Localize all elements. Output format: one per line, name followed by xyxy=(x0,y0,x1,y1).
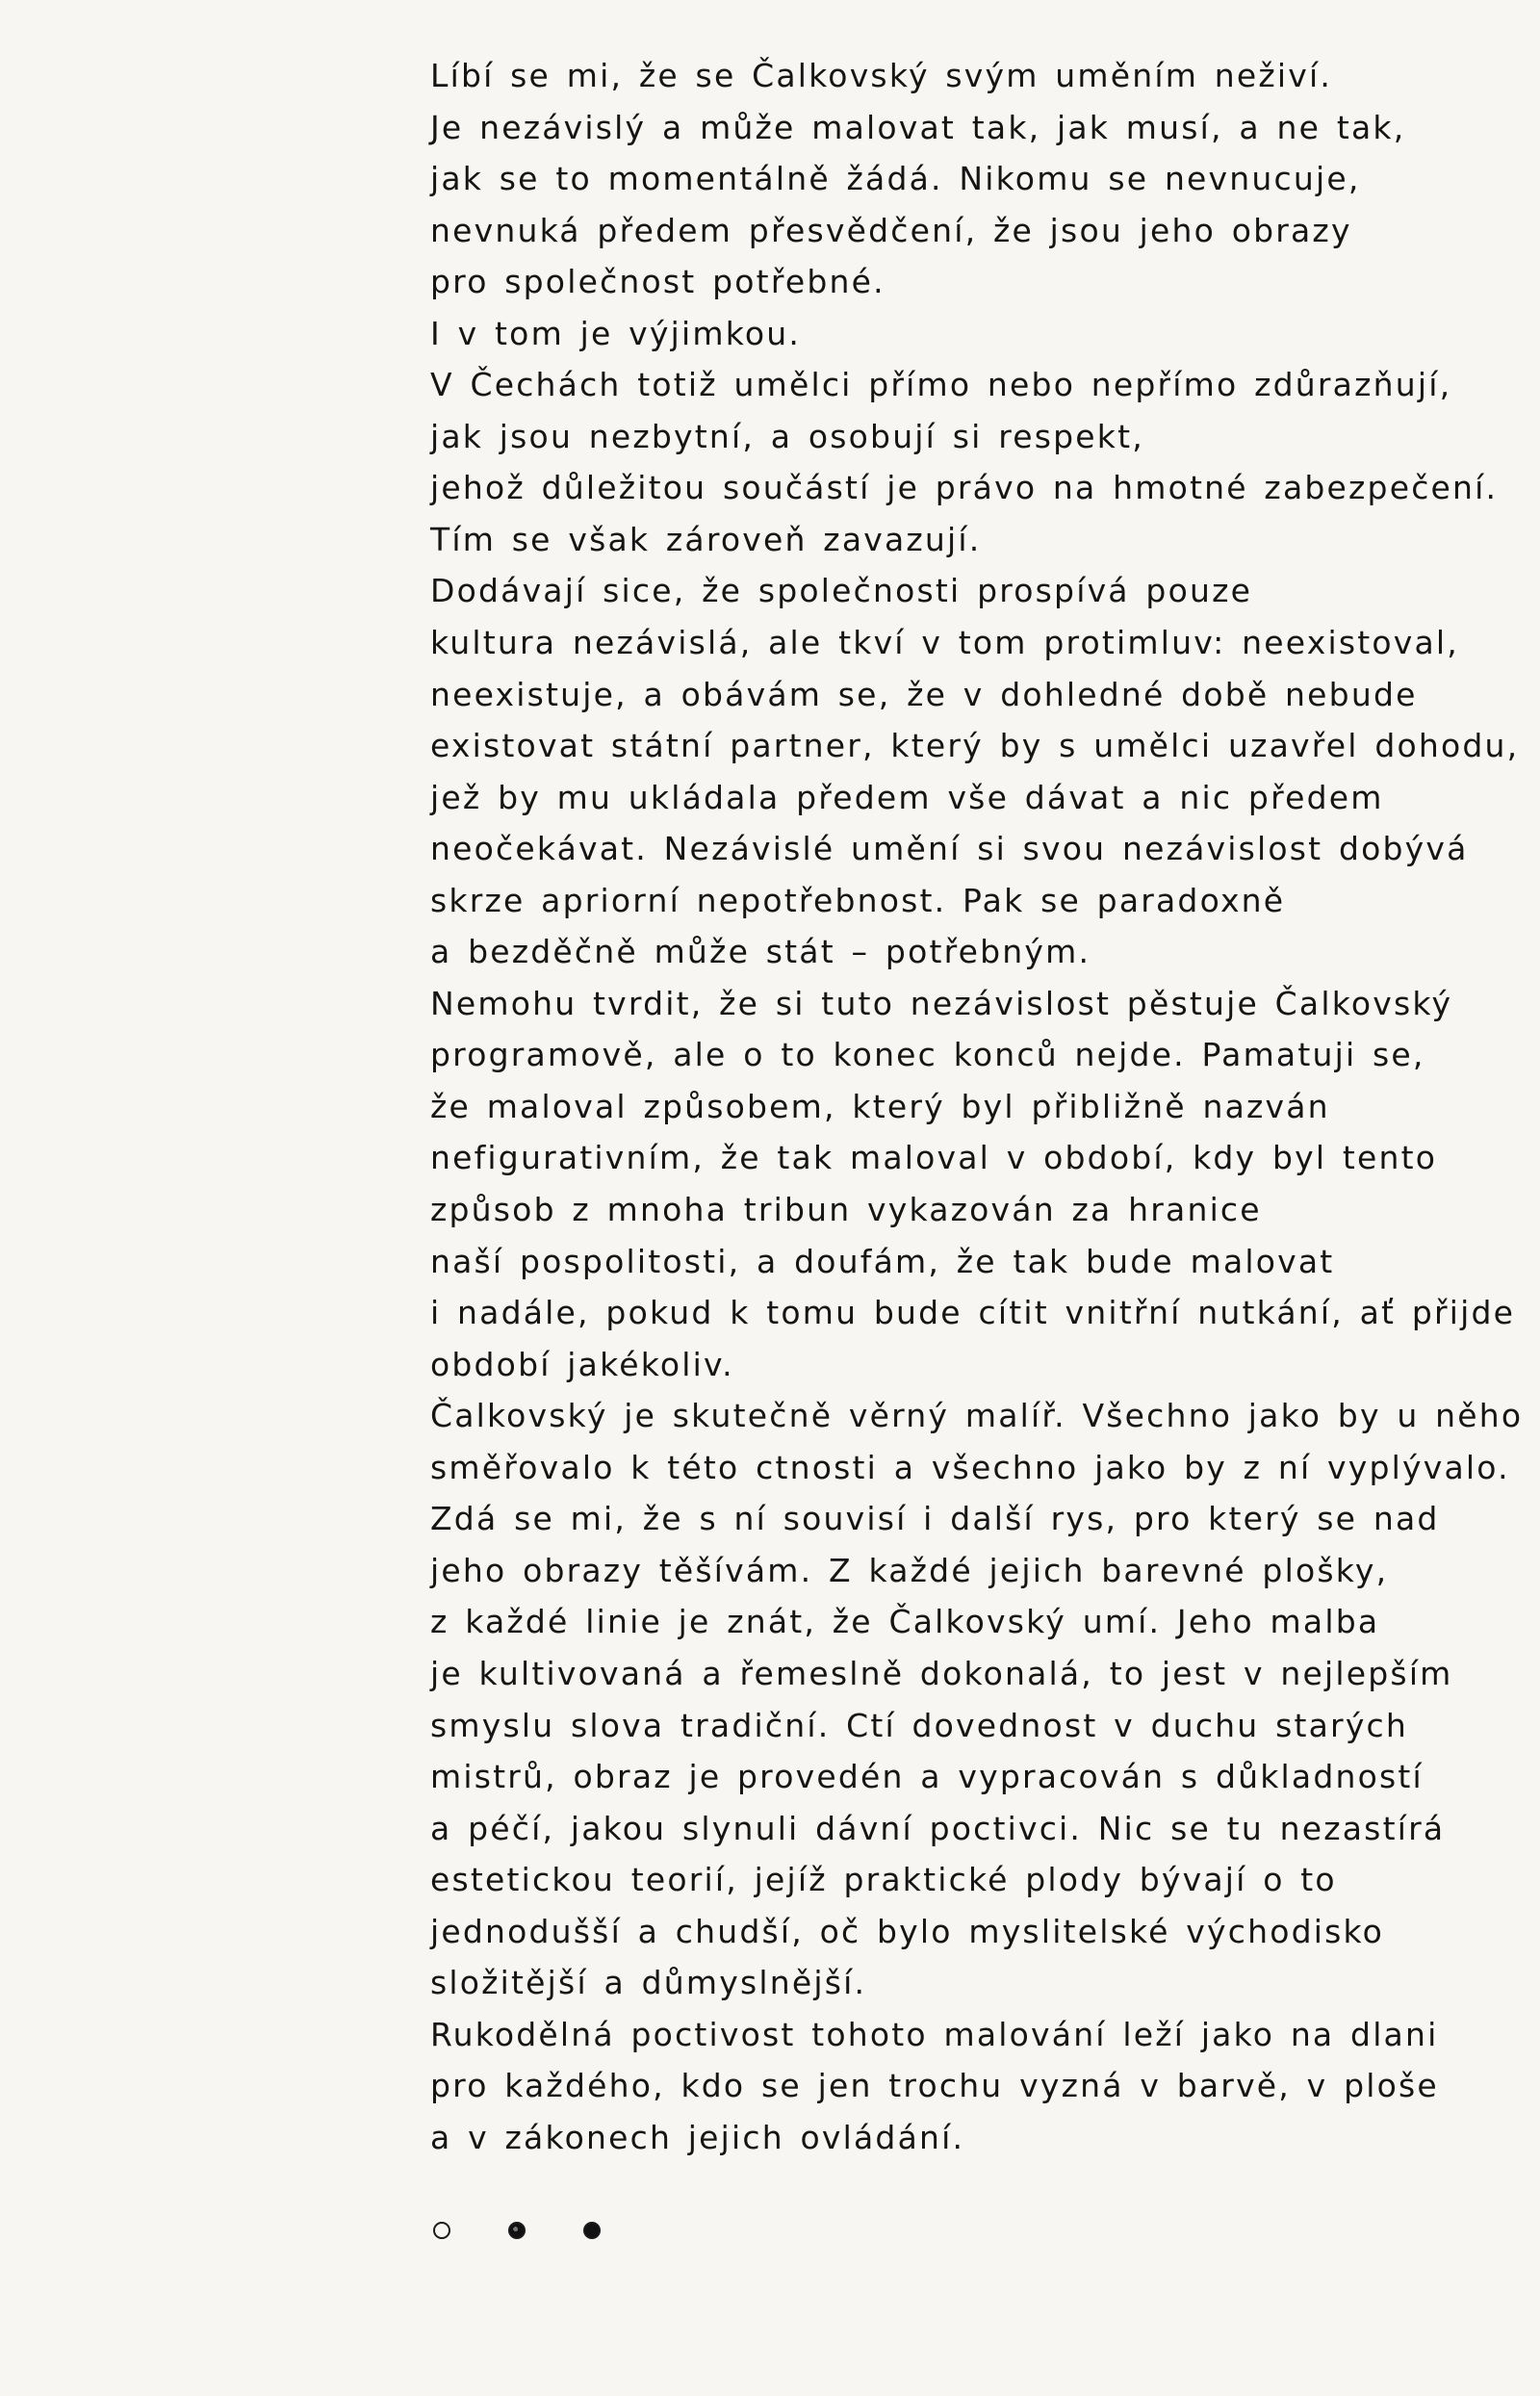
text-line-29: Zdá se mi, že s ní souvisí i další rys, pro který se nad xyxy=(430,1500,1440,1538)
text-line-37: jednodušší a chudší, oč bylo myslitelské východisko xyxy=(430,1912,1385,1950)
text-line-16: neočekávat. Nezávislé umění si svou nezávislost dobývá xyxy=(430,830,1469,868)
text-line-32: je kultivovaná a řemeslně dokonalá, to jest v nejlepším xyxy=(430,1654,1453,1692)
text-line-40: pro každého, kdo se jen trochu vyzná v barvě, v ploše xyxy=(430,2067,1439,2105)
text-line-18: a bezděčně může stát – potřebným. xyxy=(430,933,1091,971)
text-line-9: jehož důležitou součástí je právo na hmotné zabezpečení. xyxy=(430,469,1499,507)
text-line-17: skrze apriorní nepotřebnost. Pak se paradoxně xyxy=(430,881,1286,919)
text-line-23: způsob z mnoha tribun vykazován za hranice xyxy=(430,1191,1262,1229)
ornament-dots xyxy=(433,2222,601,2239)
text-line-12: kultura nezávislá, ale tkví v tom protimluv: neexistoval, xyxy=(430,624,1459,662)
text-line-7: V Čechách totiž umělci přímo nebo nepřímo zdůrazňují, xyxy=(430,366,1452,404)
text-line-5: pro společnost potřebné. xyxy=(430,263,886,301)
text-line-28: směřovalo k této ctnosti a všechno jako by z ní vyplývalo. xyxy=(430,1448,1510,1486)
text-line-11: Dodávají sice, že společnosti prospívá pouze xyxy=(430,572,1253,610)
text-line-4: nevnuká předem přesvědčení, že jsou jeho obrazy xyxy=(430,211,1352,249)
text-line-2: Je nezávislý a může malovat tak, jak musí, a ne tak, xyxy=(430,108,1406,146)
text-line-26: období jakékoliv. xyxy=(430,1345,734,1383)
text-line-30: jeho obrazy těšívám. Z každé jejich barevné plošky, xyxy=(430,1551,1389,1589)
text-line-31: z každé linie je znát, že Čalkovský umí. Jeho malba xyxy=(430,1603,1380,1641)
text-line-1: Líbí se mi, že se Čalkovský svým uměním neživí. xyxy=(430,57,1333,94)
filled-circle-icon xyxy=(508,2222,526,2239)
text-line-19: Nemohu tvrdit, že si tuto nezávislost pěstuje Čalkovský xyxy=(430,984,1453,1022)
text-line-13: neexistuje, a obávám se, že v dohledné době nebude xyxy=(430,675,1418,713)
text-line-34: mistrů, obraz je provedén a vypracován s důkladností xyxy=(430,1758,1424,1796)
text-line-10: Tím se však zároveň zavazují. xyxy=(430,520,982,558)
text-line-33: smyslu slova tradiční. Ctí dovednost v duchu starých xyxy=(430,1706,1409,1744)
text-line-41: a v zákonech jejich ovládání. xyxy=(430,2118,965,2156)
text-line-27: Čalkovský je skutečně věrný malíř. Všechno jako by u něho xyxy=(430,1397,1524,1435)
text-line-21: že maloval způsobem, který byl přibližně nazván xyxy=(430,1087,1330,1125)
text-line-35: a péčí, jakou slynuli dávní poctivci. Nic se tu nezastírá xyxy=(430,1809,1446,1847)
text-line-36: estetickou teorií, jejíž praktické plody bývají o to xyxy=(430,1861,1337,1899)
text-line-25: i nadále, pokud k tomu bude cítit vnitřní nutkání, ať přijde xyxy=(430,1294,1516,1332)
text-line-22: nefigurativním, že tak maloval v období, kdy byl tento xyxy=(430,1139,1438,1177)
text-line-3: jak se to momentálně žádá. Nikomu se nevnucuje, xyxy=(430,160,1361,198)
open-circle-icon xyxy=(433,2222,450,2239)
filled-circle-icon xyxy=(583,2222,601,2239)
text-line-24: naší pospolitosti, a doufám, že tak bude malovat xyxy=(430,1242,1335,1280)
text-line-15: jež by mu ukládala předem vše dávat a nic předem xyxy=(430,778,1384,816)
text-line-14: existovat státní partner, který by s umělci uzavřel dohodu, xyxy=(430,727,1520,765)
text-line-38: složitější a důmyslnější. xyxy=(430,1964,867,2002)
text-line-20: programově, ale o to konec konců nejde. Pamatuji se, xyxy=(430,1036,1425,1074)
text-line-39: Rukodělná poctivost tohoto malování leží jako na dlani xyxy=(430,2015,1439,2053)
text-line-6: I v tom je výjimkou. xyxy=(430,314,802,352)
text-line-8: jak jsou nezbytní, a osobují si respekt, xyxy=(430,417,1144,455)
essay-text xyxy=(430,50,1524,2163)
